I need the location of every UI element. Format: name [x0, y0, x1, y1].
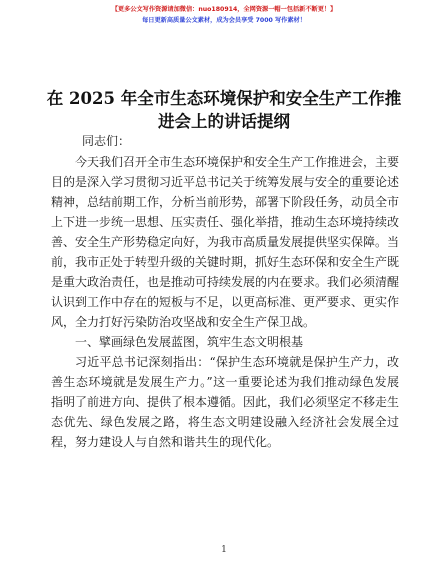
salutation: 同志们： [82, 134, 131, 148]
intro-paragraph: 今天我们召开全市生态环境保护和安全生产工作推进会，主要目的是深入学习贯彻习近平总书记关于统筹发展与安全的重要论述精神，总结前期工作，分析当前形势，部署下阶段任务，动员全市上下进一步统一思想、压实责任、强化举措，推动生态环境持续改善、安全生产形势稳定向好，为我市高质量发展提供坚实保障。当前，我市正处于转型升级的关键时期，抓好生态环保和安全生产既是重大政治责任，也是推动可持续发展的内在要求。我们必须清醒认识到工作中存在的短板与不足，以更高标准、更严要求、更实作风，全力打好污染防治攻坚战和安全生产保卫战。 [51, 155, 400, 329]
document-title: 在 2025 年全市生态环境保护和安全生产工作推进会上的讲话提纲 [46, 89, 402, 131]
promo-line-1: 【更多公文写作资源请加微信：nuo180914，全网资源一帽一包括新不断更！】 [111, 6, 337, 13]
document-body [51, 152, 399, 452]
promo-line-2: 每日更新高质量公文素材，成为会员享受 7000 写作素材！ [142, 17, 306, 24]
promo-banner [0, 4, 448, 26]
body-paragraph: 习近平总书记深刻指出：“保护生态环境就是保护生产力，改善生态环境就是发展生产力。”这一重要论述为我们推动绿色发展指明了前进方向、提供了根本遵循。因此，我们必须坚定不移走生态优先、绿色发展之路，将生态文明建设融入经济社会发展全过程，努力建设人与自然和谐共生的现代化。 [51, 355, 400, 449]
section-heading: 一、擘画绿色发展蓝图，筑牢生态文明根基 [75, 335, 304, 349]
page-number: 1 [221, 545, 227, 555]
